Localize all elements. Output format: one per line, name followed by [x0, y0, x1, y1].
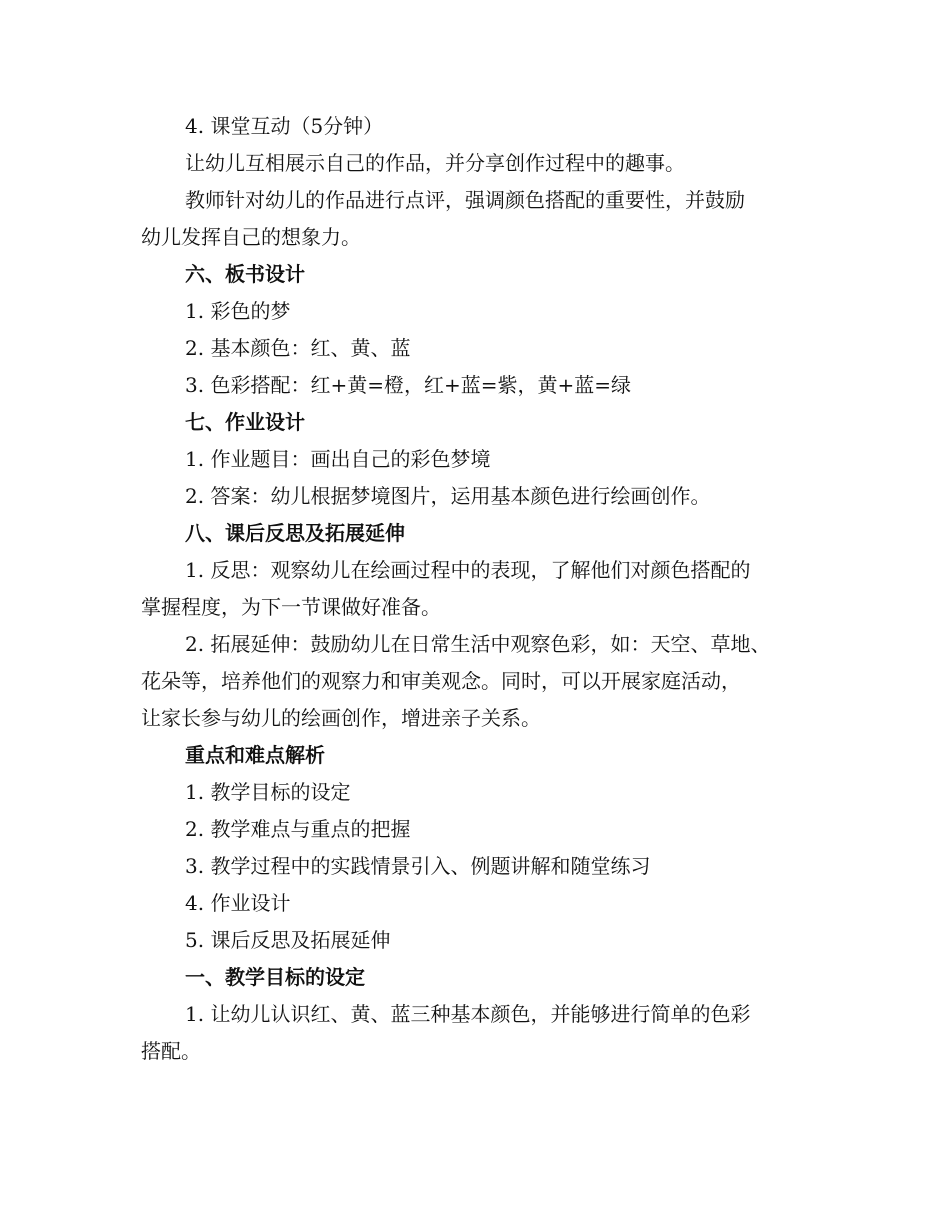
paragraph-line: 让家长参与幼儿的绘画创作，增进亲子关系。 — [141, 706, 541, 730]
section-heading: 七、作业设计 — [185, 410, 305, 434]
paragraph-line: 搭配。 — [141, 1039, 201, 1063]
section-heading: 重点和难点解析 — [185, 743, 325, 767]
paragraph-line: 2. 拓展延伸：鼓励幼儿在日常生活中观察色彩，如：天空、草地、 — [185, 632, 771, 656]
section-heading: 一、教学目标的设定 — [185, 965, 365, 989]
paragraph-line: 花朵等，培养他们的观察力和审美观念。同时，可以开展家庭活动， — [141, 669, 741, 693]
paragraph-line: 让幼儿互相展示自己的作品，并分享创作过程中的趣事。 — [185, 151, 685, 175]
paragraph-line: 3. 教学过程中的实践情景引入、例题讲解和随堂练习 — [185, 854, 651, 878]
paragraph-line: 幼儿发挥自己的想象力。 — [141, 225, 361, 249]
paragraph-line: 2. 答案：幼儿根据梦境图片，运用基本颜色进行绘画创作。 — [185, 484, 711, 508]
paragraph-line: 教师针对幼儿的作品进行点评，强调颜色搭配的重要性，并鼓励 — [185, 188, 745, 212]
section-heading: 八、课后反思及拓展延伸 — [185, 521, 405, 545]
paragraph-line: 4. 课堂互动（5分钟） — [185, 114, 384, 138]
section-heading: 六、板书设计 — [185, 262, 305, 286]
document-body — [141, 108, 821, 1070]
paragraph-line: 2. 教学难点与重点的把握 — [185, 817, 411, 841]
paragraph-line: 1. 反思：观察幼儿在绘画过程中的表现，了解他们对颜色搭配的 — [185, 558, 751, 582]
paragraph-line: 1. 让幼儿认识红、黄、蓝三种基本颜色，并能够进行简单的色彩 — [185, 1002, 751, 1026]
paragraph-line: 掌握程度，为下一节课做好准备。 — [141, 595, 441, 619]
paragraph-line: 3. 色彩搭配：红+黄=橙，红+蓝=紫，黄+蓝=绿 — [185, 373, 631, 397]
paragraph-line: 2. 基本颜色：红、黄、蓝 — [185, 336, 411, 360]
paragraph-line: 1. 教学目标的设定 — [185, 780, 351, 804]
paragraph-line: 1. 作业题目：画出自己的彩色梦境 — [185, 447, 491, 471]
paragraph-line: 1. 彩色的梦 — [185, 299, 291, 323]
paragraph-line: 5. 课后反思及拓展延伸 — [185, 928, 391, 952]
paragraph-line: 4. 作业设计 — [185, 891, 291, 915]
